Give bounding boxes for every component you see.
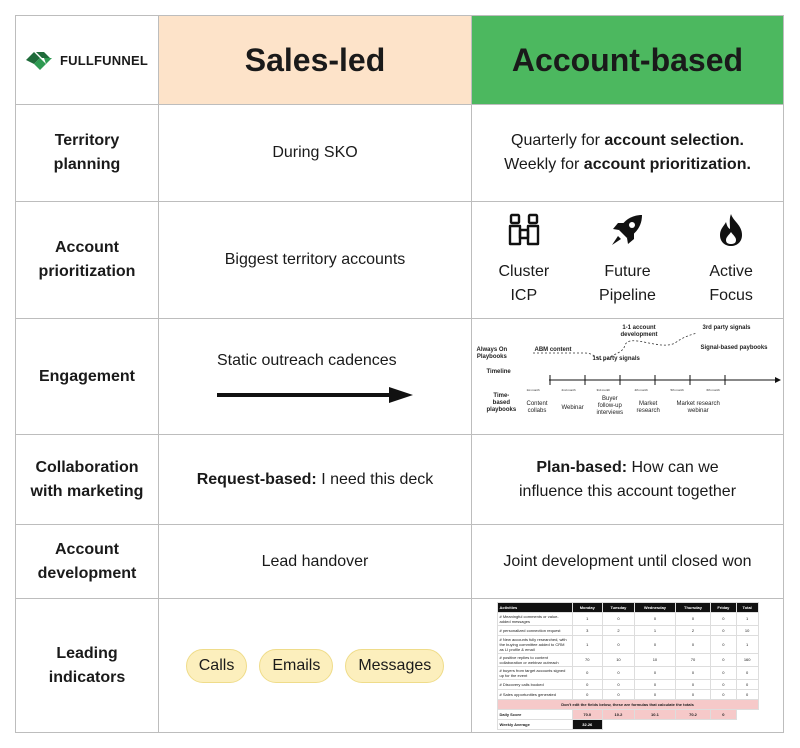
column-header-account-based: Account-based (471, 15, 784, 105)
scorecard-value: 0 (634, 612, 675, 625)
timeline-third-party: 3rd party signals (702, 324, 751, 331)
timeline-time-based (487, 393, 517, 414)
timeline-text: Content (526, 400, 548, 407)
row-label-engagement: Engagement (15, 318, 159, 435)
scorecard-header: Friday (710, 602, 736, 612)
scorecard-value: 0 (736, 689, 758, 699)
prioritization-abm (471, 201, 784, 319)
flame-icon (716, 212, 746, 248)
scorecard-value: 0 (634, 635, 675, 653)
scorecard-row (497, 625, 758, 635)
scorecard-value: 0 (634, 679, 675, 689)
priority-item-line: Future (604, 263, 651, 280)
fullfunnel-logo-icon (26, 48, 54, 72)
scorecard-value: 1 (572, 612, 603, 625)
scorecard-value: 2 (603, 625, 635, 635)
timeline-first-party: 1st party signals (592, 355, 640, 362)
scorecard-note-row (497, 699, 758, 709)
scorecard-activity: # buyers from target accounts signed up for the event (497, 666, 572, 679)
scorecard-header: Thursday (676, 602, 711, 612)
scorecard-value: 70 (676, 653, 711, 666)
scorecard-weekly-value: 32.26 (572, 719, 603, 729)
timeline-text: Always On (476, 346, 508, 353)
scorecard-value: 0 (710, 625, 736, 635)
priority-item-line: ICP (510, 287, 538, 304)
scorecard-row (497, 653, 758, 666)
row-label-collaboration (15, 434, 159, 525)
scorecard-value: 1 (736, 612, 758, 625)
scorecard-daily-value: 0 (710, 709, 736, 719)
scorecard-activity: # Meaningful comments or value-added messages (497, 612, 572, 625)
territory-abm-bold: account prioritization. (583, 156, 751, 173)
brand-name: FULLFUNNEL (60, 52, 148, 68)
scorecard-value: 10 (603, 653, 635, 666)
scorecard-value: 0 (603, 635, 635, 653)
territory-sales: During SKO (158, 104, 472, 202)
indicator-pill-emails: Emails (259, 649, 333, 683)
collaboration-abm-bold: Plan-based: (536, 458, 628, 476)
binoculars-icon (507, 212, 541, 248)
engagement-sales-text: Static outreach cadences (217, 351, 397, 369)
scorecard-weekly-row (497, 719, 758, 729)
priority-item-line: Focus (709, 287, 753, 304)
indicators-abm (471, 598, 784, 733)
timeline-lines (475, 323, 781, 431)
priority-item-line: Cluster (498, 263, 550, 280)
timeline-month: 2nd month (561, 387, 576, 392)
row-label-line: development (37, 564, 137, 582)
scorecard-daily-row (497, 709, 758, 719)
scorecard-value: 0 (676, 666, 711, 679)
row-label-territory (15, 104, 159, 202)
timeline-text: based (492, 399, 511, 406)
scorecard-daily-value: 70.2 (676, 709, 711, 719)
scorecard-activity: # positive replies to content collaboration or webinar outreach (497, 653, 572, 666)
scorecard-note: Don't edit the fields below, these are formulas that calculate the totals (497, 699, 758, 709)
timeline-month: 5th month (670, 387, 684, 392)
row-label-line: planning (53, 156, 121, 173)
engagement-abm (471, 318, 784, 435)
scorecard-value: 160 (736, 653, 758, 666)
scorecard-activity: # New accounts fully researched, with the buying committee added to CRM as LI profile & email (497, 635, 572, 653)
row-label-line: prioritization (38, 263, 136, 280)
scorecard-header: Tuesday (603, 602, 635, 612)
collaboration-abm-text: How can we (627, 458, 719, 476)
indicators-sales (158, 598, 472, 733)
column-header-sales-led: Sales-led (158, 15, 472, 105)
brand-cell (15, 15, 159, 105)
territory-abm (471, 104, 784, 202)
timeline-text: webinar (687, 407, 709, 414)
scorecard-value: 1 (634, 625, 675, 635)
row-label-line: Collaboration (35, 458, 139, 476)
timeline-webinar: Webinar (561, 404, 584, 411)
scorecard-row (497, 679, 758, 689)
scorecard-value: 0 (710, 689, 736, 699)
scorecard-row (497, 612, 758, 625)
row-label-line: Account (55, 540, 119, 558)
scorecard-value: 0 (634, 666, 675, 679)
timeline-text: research (636, 407, 660, 414)
scorecard-value: 70 (572, 653, 603, 666)
collaboration-abm-text: influence this account together (518, 482, 737, 500)
priority-item-focus (686, 212, 776, 308)
development-sales: Lead handover (158, 524, 472, 599)
scorecard-weekly-label: Weekly Average (497, 719, 572, 729)
timeline-month: 3rd month (596, 387, 611, 392)
priority-item-line: Active (709, 263, 753, 280)
priority-item-cluster (479, 212, 569, 308)
timeline-text: 1-1 account (622, 324, 656, 331)
timeline-text: Playbooks (476, 353, 507, 360)
row-label-line: Account (54, 239, 119, 256)
scorecard-daily-value: 10.2 (603, 709, 635, 719)
scorecard-value: 10 (736, 625, 758, 635)
row-label-line: Territory (54, 132, 120, 149)
collaboration-sales (158, 434, 472, 525)
timeline-text: Market (639, 400, 658, 407)
timeline-market-research (637, 401, 660, 415)
timeline-buyer (597, 396, 624, 417)
scorecard-value: 0 (676, 612, 711, 625)
territory-abm-bold: account selection. (604, 132, 744, 149)
engagement-timeline (475, 323, 781, 431)
timeline-month: 6th month (706, 387, 720, 392)
development-abm: Joint development until closed won (471, 524, 784, 599)
scorecard-value: 0 (634, 689, 675, 699)
collaboration-abm (471, 434, 784, 525)
scorecard-value: 0 (572, 689, 603, 699)
scorecard-value: 0 (676, 635, 711, 653)
scorecard-value: 0 (572, 666, 603, 679)
timeline-one-to-one (621, 325, 658, 339)
engagement-sales (158, 318, 472, 435)
arrow-right-icon (217, 385, 413, 405)
row-label-development (15, 524, 159, 599)
timeline-text: development (620, 331, 658, 338)
scorecard-daily-value: 70.0 (572, 709, 603, 719)
priority-item-pipeline (582, 212, 672, 308)
comparison-table (15, 15, 784, 733)
timeline-text: Buyer (602, 395, 618, 402)
scorecard-value: 0 (603, 689, 635, 699)
scorecard-value: 0 (603, 666, 635, 679)
timeline-market-research-webinar (677, 401, 720, 415)
scorecard-value: 0 (603, 612, 635, 625)
timeline-content-collabs (527, 401, 548, 415)
timeline-label: Timeline (486, 368, 511, 375)
scorecard-value: 2 (676, 625, 711, 635)
scorecard-value: 1 (736, 635, 758, 653)
scorecard-value: 0 (572, 679, 603, 689)
scorecard-value: 0 (710, 653, 736, 666)
rocket-icon (609, 212, 645, 248)
scorecard-header: Monday (572, 602, 603, 612)
timeline-always-on (477, 347, 508, 361)
scorecard-header: Total (736, 602, 758, 612)
scorecard-row (497, 689, 758, 699)
indicator-pill-messages: Messages (345, 649, 444, 683)
timeline-text: Time- (493, 392, 510, 399)
collaboration-sales-text: I need this deck (316, 470, 434, 488)
territory-abm-text: Weekly for (504, 156, 584, 173)
scorecard-header: Activities (497, 602, 572, 612)
timeline-text: follow-up (597, 402, 622, 409)
scorecard-value: 1 (572, 635, 603, 653)
row-label-prioritization (15, 201, 159, 319)
timeline-month: 4th month (634, 387, 648, 392)
brand-logo (26, 48, 148, 72)
timeline-signal-based: Signal-based paybooks (700, 344, 768, 351)
scorecard-value: 0 (736, 679, 758, 689)
row-label-line: indicators (48, 668, 126, 686)
scorecard-activity: # Sales opportunities generated (497, 689, 572, 699)
scorecard-value: 0 (710, 635, 736, 653)
scorecard-header-row (497, 602, 758, 612)
scorecard-value: 0 (676, 689, 711, 699)
activity-scorecard (497, 602, 759, 730)
scorecard-value: 0 (676, 679, 711, 689)
row-label-line: with marketing (30, 482, 144, 500)
timeline-text: interviews (596, 409, 624, 416)
indicator-pill-calls: Calls (186, 649, 248, 683)
row-label-indicators (15, 598, 159, 733)
scorecard-activity: # personalized connection request (497, 625, 572, 635)
scorecard-value: 0 (710, 612, 736, 625)
timeline-text: collabs (527, 407, 547, 414)
scorecard-value: 3 (572, 625, 603, 635)
scorecard-daily-label: Daily Score (497, 709, 572, 719)
priority-item-line: Pipeline (599, 287, 656, 304)
scorecard-value: 0 (736, 666, 758, 679)
row-label-line: Leading (56, 644, 118, 662)
scorecard-header: Wednesday (634, 602, 675, 612)
collaboration-sales-bold: Request-based: (196, 470, 317, 488)
scorecard-activity: # Discovery calls booked (497, 679, 572, 689)
timeline-text: Market research (676, 400, 720, 407)
timeline-month: 1st month (526, 387, 540, 392)
timeline-text: playbooks (486, 406, 517, 413)
scorecard-value: 10 (634, 653, 675, 666)
prioritization-sales: Biggest territory accounts (158, 201, 472, 319)
timeline-abm-content: ABM content (534, 346, 572, 353)
scorecard-daily-value: 10.1 (634, 709, 675, 719)
scorecard-value: 0 (710, 679, 736, 689)
scorecard-value: 0 (710, 666, 736, 679)
scorecard-row (497, 635, 758, 653)
territory-abm-text: Quarterly for (511, 132, 605, 149)
scorecard-row (497, 666, 758, 679)
scorecard-value: 0 (603, 679, 635, 689)
